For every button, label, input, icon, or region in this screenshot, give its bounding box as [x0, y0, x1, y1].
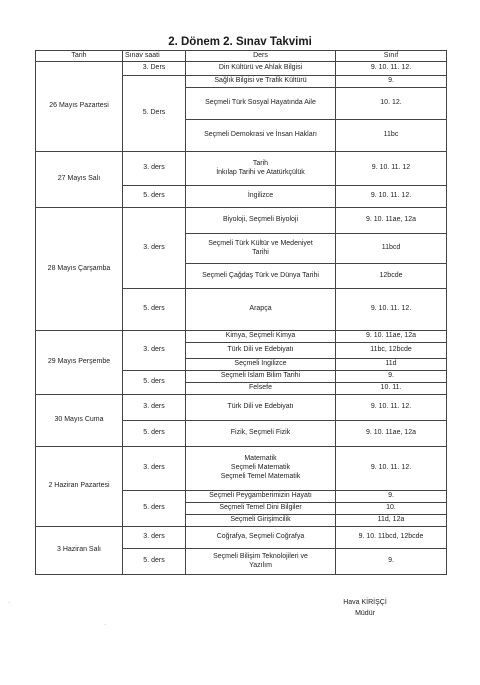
- grade-cell: 10. 11.: [336, 383, 447, 395]
- grade-cell: 11bcd: [336, 234, 447, 264]
- date-cell: 28 Mayıs Çarşamba: [36, 208, 123, 331]
- course-cell: Türk Dili ve Edebiyatı: [186, 343, 336, 359]
- grade-cell: 9. 10. 11bcd, 12bcde: [336, 527, 447, 549]
- grade-cell: 9. 10. 11ae, 12a: [336, 208, 447, 234]
- course-cell: Fizik, Seçmeli Fizik: [186, 421, 336, 447]
- grade-cell: 9. 10. 11. 12.: [336, 447, 447, 491]
- period-cell: 3. ders: [123, 447, 186, 491]
- period-cell: 5. ders: [123, 289, 186, 331]
- grade-cell: 9. 10. 11. 12.: [336, 289, 447, 331]
- grade-cell: 9. 10. 11ae, 12a: [336, 421, 447, 447]
- grade-cell: 11bc, 12bcde: [336, 343, 447, 359]
- table-row: [36, 395, 447, 421]
- table-row: [36, 208, 447, 234]
- course-cell: [186, 549, 336, 575]
- header-date: Tarih: [36, 51, 123, 62]
- period-cell: 3. ders: [123, 152, 186, 186]
- header-grade: Sınıf: [336, 51, 447, 62]
- course-line: Seçmeli Matematik: [230, 464, 291, 472]
- course-cell: [186, 447, 336, 491]
- table-row: [36, 527, 447, 549]
- period-cell: 3. Ders: [123, 62, 186, 76]
- grade-cell: 9.: [336, 371, 447, 383]
- grade-cell: 11d, 12a: [336, 515, 447, 527]
- grade-cell: 11bc: [336, 120, 447, 152]
- period-cell: 3. ders: [123, 527, 186, 549]
- course-cell: [186, 152, 336, 186]
- grade-cell: 10.: [336, 503, 447, 515]
- exam-schedule-table: [35, 50, 447, 575]
- table-row: [36, 152, 447, 186]
- table-row: [36, 447, 447, 491]
- grade-cell: 9. 10. 11. 12.: [336, 186, 447, 208]
- table-header-row: [36, 51, 447, 62]
- course-cell: Türk Dili ve Edebiyatı: [186, 395, 336, 421]
- period-cell: 5. ders: [123, 421, 186, 447]
- period-cell: 3. ders: [123, 331, 186, 371]
- course-line: Matematik: [244, 455, 277, 463]
- grade-cell: 12bcde: [336, 264, 447, 289]
- scan-speck: ·: [104, 622, 106, 628]
- course-cell: Seçmeli İngilizce: [186, 359, 336, 371]
- course-cell: Kimya, Seçmeli Kimya: [186, 331, 336, 343]
- grade-cell: 10. 12.: [336, 88, 447, 120]
- date-cell: 3 Haziran Salı: [36, 527, 123, 575]
- course-cell: [186, 234, 336, 264]
- document-title: 2. Dönem 2. Sınav Takvimi: [168, 36, 312, 48]
- course-cell: Sağlık Bilgisi ve Trafik Kültürü: [186, 76, 336, 88]
- grade-cell: 9. 10. 11ae, 12a: [336, 331, 447, 343]
- grade-cell: 9.: [336, 76, 447, 88]
- signature-block: [330, 597, 400, 619]
- date-cell: 27 Mayıs Salı: [36, 152, 123, 208]
- header-period: Sınav saati: [123, 51, 186, 62]
- period-cell: 5. ders: [123, 186, 186, 208]
- table-row: [36, 331, 447, 343]
- course-cell: Arapça: [186, 289, 336, 331]
- course-cell: İngilizce: [186, 186, 336, 208]
- course-cell: Seçmeli Temel Dini Bilgiler: [186, 503, 336, 515]
- course-cell: Seçmeli Peygamberimizin Hayatı: [186, 491, 336, 503]
- course-cell: Seçmeli Girişimcilik: [186, 515, 336, 527]
- table-row: [36, 62, 447, 76]
- grade-cell: 9. 10. 11. 12.: [336, 395, 447, 421]
- course-cell: Felsefe: [186, 383, 336, 395]
- grade-cell: 9.: [336, 549, 447, 575]
- date-cell: 26 Mayıs Pazartesi: [36, 62, 123, 152]
- date-cell: 29 Mayıs Perşembe: [36, 331, 123, 395]
- signature-title: Müdür: [355, 610, 375, 617]
- period-cell: 3. ders: [123, 395, 186, 421]
- course-cell: Seçmeli İslam Bilim Tarihi: [186, 371, 336, 383]
- course-line: Tarih: [252, 159, 269, 167]
- period-cell: 3. ders: [123, 208, 186, 289]
- period-cell: 5. ders: [123, 491, 186, 527]
- period-cell: 5. Ders: [123, 76, 186, 152]
- course-cell: Coğrafya, Seçmeli Coğrafya: [186, 527, 336, 549]
- course-line: Seçmeli Türk Kültür ve Medeniyet: [208, 239, 313, 247]
- grade-cell: 9.: [336, 491, 447, 503]
- grade-cell: 9. 10. 11. 12.: [336, 62, 447, 76]
- grade-cell: 9. 10. 11. 12: [336, 152, 447, 186]
- period-cell: 5. ders: [123, 371, 186, 395]
- course-cell: Din Kültürü ve Ahlak Bilgisi: [186, 62, 336, 76]
- course-cell: Seçmeli Demokrasi ve İnsan Hakları: [186, 120, 336, 152]
- course-cell: Seçmeli Çağdaş Türk ve Dünya Tarihi: [186, 264, 336, 289]
- course-line: Yazılım: [249, 561, 272, 569]
- course-line: Tarihi: [252, 248, 269, 256]
- course-line: Seçmeli Bilişim Teknolojileri ve: [213, 552, 308, 560]
- course-cell: Seçmeli Türk Sosyal Hayatında Aile: [186, 88, 336, 120]
- course-cell: Biyoloji, Seçmeli Biyoloji: [186, 208, 336, 234]
- header-course: Ders: [186, 51, 336, 62]
- date-cell: 2 Haziran Pazartesi: [36, 447, 123, 527]
- scan-speck: ·: [8, 600, 10, 606]
- course-line: Seçmeli Temel Matematik: [220, 472, 301, 480]
- grade-cell: 11d: [336, 359, 447, 371]
- signature-name: Hava KİRİŞÇİ: [343, 599, 387, 606]
- period-cell: 5. ders: [123, 549, 186, 575]
- course-line: İnkılap Tarihi ve Atatürkçülük: [216, 168, 305, 176]
- date-cell: 30 Mayıs Cuma: [36, 395, 123, 447]
